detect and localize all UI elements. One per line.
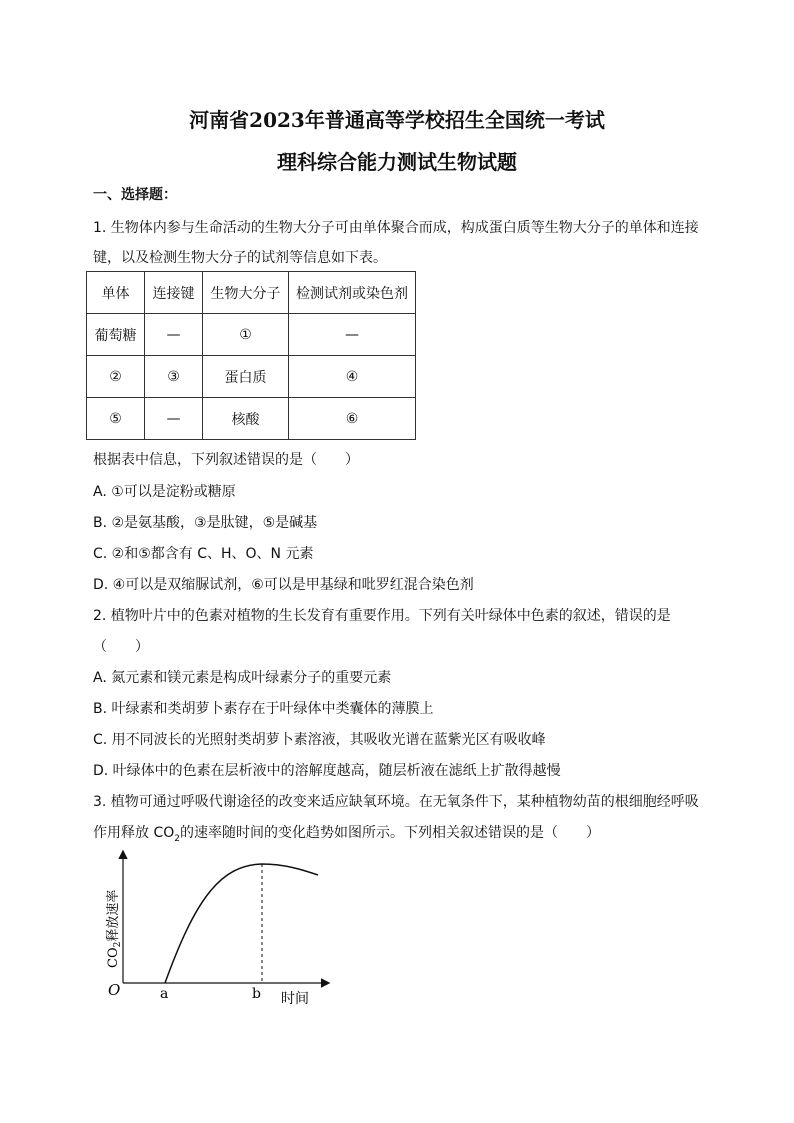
q1-option-d: D. ④可以是双缩脲试剂，⑥可以是甲基绿和吡罗红混合染色剂 (93, 577, 474, 593)
table-cell: 蛋白质 (203, 356, 289, 398)
y-label-sub: 2 (113, 941, 123, 948)
table-header-cell: 生物大分子 (203, 272, 289, 314)
table-cell: — (145, 398, 203, 440)
table-cell: ④ (289, 356, 416, 398)
x-axis-label: 时间 (281, 991, 309, 1007)
table-cell: ③ (145, 356, 203, 398)
y-axis-label (105, 890, 123, 968)
table-row (87, 398, 416, 440)
table-cell: ⑥ (289, 398, 416, 440)
q2-option-b: B. 叶绿素和类胡萝卜素存在于叶绿体中类囊体的薄膜上 (93, 701, 434, 717)
q1-stem-line2: 键，以及检测生物大分子的试剂等信息如下表。 (93, 250, 387, 266)
table-cell: 葡萄糖 (87, 314, 145, 356)
q1-option-b: B. ②是氨基酸，③是肽键，⑤是碱基 (93, 515, 318, 531)
q1-stem-line1: 1. 生物体内参与生命活动的生物大分子可由单体聚合而成，构成蛋白质等生物大分子的单体和连接 (93, 220, 699, 236)
exam-subtitle: 理科综合能力测试生物试题 (277, 150, 517, 174)
q1-question: 根据表中信息，下列叙述错误的是（ ） (93, 452, 359, 468)
table-cell: — (289, 314, 416, 356)
q1-option-a: A. ①可以是淀粉或糖原 (93, 484, 236, 500)
q2-option-c: C. 用不同波长的光照射类胡萝卜素溶液，其吸收光谱在蓝紫光区有吸收峰 (93, 732, 546, 748)
q3-stem-line1: 3. 植物可通过呼吸代谢途径的改变来适应缺氧环境。在无氧条件下，某种植物幼苗的根细胞经呼吸 (93, 794, 699, 810)
table-row (87, 356, 416, 398)
q3-stem-line2-post: 的速率随时间的变化趋势如图所示。下列相关叙述错误的是（ ） (179, 825, 600, 841)
x-mark-b: b (252, 986, 261, 1002)
table-row (87, 314, 416, 356)
origin-label: O (108, 981, 121, 999)
q2-stem-line2: （ ） (93, 639, 149, 655)
table-cell: ② (87, 356, 145, 398)
y-label-post: 释放速率 (106, 889, 121, 942)
y-label-pre: CO (106, 947, 121, 968)
exam-title: 河南省2023年普通高等学校招生全国统一考试 (189, 108, 605, 132)
table-cell: ⑤ (87, 398, 145, 440)
q1-option-c: C. ②和⑤都含有 C、H、O、N 元素 (93, 546, 314, 562)
q2-option-a: A. 氮元素和镁元素是构成叶绿素分子的重要元素 (93, 670, 392, 686)
table-cell: 核酸 (203, 398, 289, 440)
table-header-row (87, 272, 416, 314)
table-header-cell: 连接键 (145, 272, 203, 314)
x-mark-a: a (160, 986, 169, 1002)
co2-rate-graph (0, 840, 360, 1015)
section-heading: 一、选择题： (93, 187, 177, 203)
rate-curve (165, 864, 318, 983)
q3-stem-line2-sub: 2 (174, 833, 180, 844)
q1-table (86, 271, 416, 440)
table-header-cell: 单体 (87, 272, 145, 314)
q2-stem-line1: 2. 植物叶片中的色素对植物的生长发育有重要作用。下列有关叶绿体中色素的叙述，错误的是 (93, 608, 671, 624)
q2-option-d: D. 叶绿体中的色素在层析液中的溶解度越高，随层析液在滤纸上扩散得越慢 (93, 763, 561, 779)
table-cell: — (145, 314, 203, 356)
q3-stem-line2-pre: 作用释放 CO (93, 825, 175, 841)
table-cell: ① (203, 314, 289, 356)
table-header-cell: 检测试剂或染色剂 (289, 272, 416, 314)
